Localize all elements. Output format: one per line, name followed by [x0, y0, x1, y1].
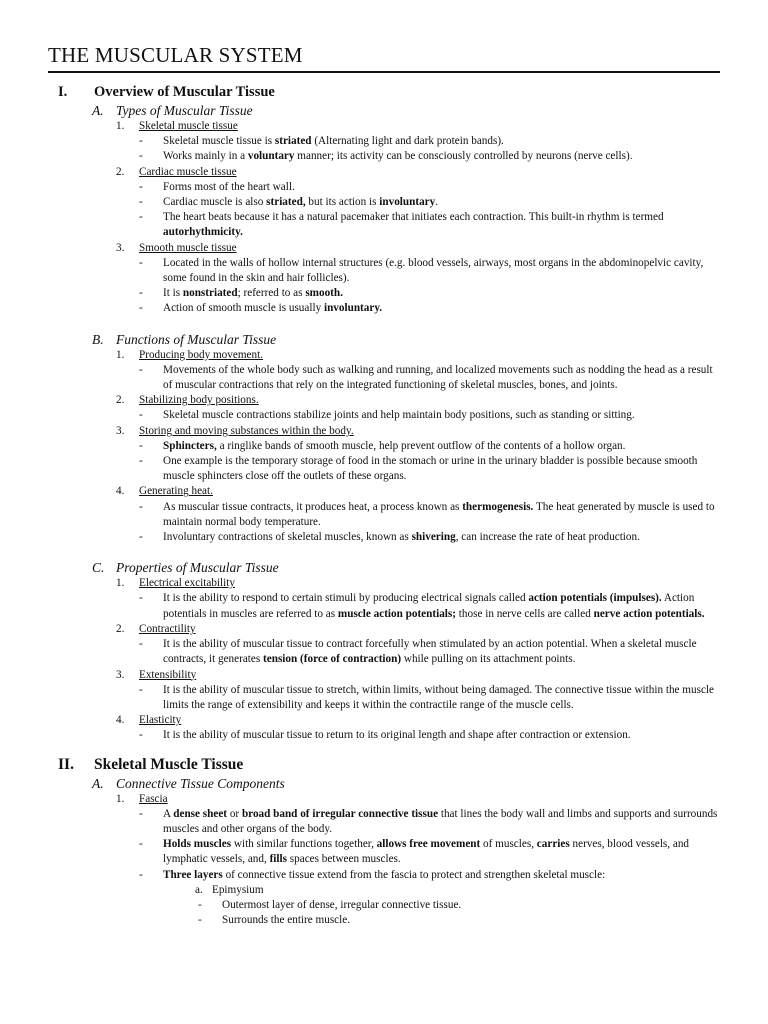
- sub-item-title: Epimysium: [212, 883, 264, 896]
- item-number: 3.: [116, 424, 125, 437]
- bullet-text: Holds muscles with similar functions together, allows free movement of muscles, carries nerves, blood vessels, and lymphatic vessels, and, fills spaces between muscles.: [163, 838, 690, 866]
- bullet-text: It is the ability of muscular tissue to return to its original length and shape after contraction or extension.: [163, 729, 631, 742]
- bullet-text: Works mainly in a voluntary manner; its activity can be consciously controlled by neurons (nerve cells).: [163, 150, 633, 163]
- item-title: Contractility: [139, 622, 196, 635]
- list-item: [48, 576, 720, 591]
- sub-bullet: [48, 913, 720, 928]
- subsection-title: Functions of Muscular Tissue: [116, 331, 277, 347]
- dash: -: [139, 868, 143, 881]
- bullet-text: Cardiac muscle is also striated, but its action is involuntary.: [163, 196, 439, 209]
- list-item: [48, 165, 720, 180]
- list-item: [48, 622, 720, 637]
- bullet: [48, 807, 720, 837]
- item-number: 1.: [116, 348, 125, 361]
- dash: -: [139, 150, 143, 163]
- bullet-text: It is the ability of muscular tissue to contract forcefully when stimulated by an action potential. When a skeletal muscle contracts, it generates tension (force of contraction) while pulling on its attachment points.: [163, 638, 697, 666]
- subsection-heading: [48, 776, 720, 792]
- dash: -: [139, 439, 143, 452]
- bullet-text: Three layers of connective tissue extend from the fascia to protect and strengthen skeletal muscle:: [163, 868, 606, 881]
- section-title: Skeletal Muscle Tissue: [94, 755, 244, 773]
- list-item: [48, 668, 720, 683]
- dash: -: [139, 180, 143, 193]
- bullet: [48, 728, 720, 743]
- bullet: [48, 180, 720, 195]
- item-number: 2.: [116, 622, 125, 635]
- dash: -: [139, 287, 143, 300]
- item-number: 3.: [116, 241, 125, 254]
- item-title: Generating heat.: [139, 485, 213, 498]
- bullet-text: Forms most of the heart wall.: [163, 180, 295, 193]
- item-number: 3.: [116, 668, 125, 681]
- item-number: 1.: [116, 120, 125, 132]
- sub-item-letter: a.: [195, 883, 203, 896]
- bullet: [48, 149, 720, 164]
- bullet: [48, 683, 720, 713]
- section-heading: [48, 756, 720, 774]
- bullet: [48, 134, 720, 149]
- section-number: II.: [58, 755, 74, 773]
- subsection-letter: A.: [92, 103, 104, 118]
- subsection-letter: C.: [92, 560, 105, 576]
- section-number: I.: [58, 84, 68, 100]
- bullet-text: Sphincters, a ringlike bands of smooth muscle, help prevent outflow of the contents of a hollow organ.: [163, 439, 626, 452]
- bullet-text: It is the ability to respond to certain stimuli by producing electrical signals called action potentials (impulses). Action potentials in muscles are referred to as muscle action potentials; those in nerve cells are called nerve action potentials.: [163, 592, 705, 620]
- bullet: [48, 439, 720, 454]
- bullet-text: Skeletal muscle contractions stabilize joints and help maintain body positions, such as standing or sitting.: [163, 409, 635, 422]
- bullet-text: A dense sheet or broad band of irregular connective tissue that lines the body wall and limbs and supports and surrounds muscles and other organs of the body.: [163, 807, 718, 835]
- bullet: [48, 454, 720, 484]
- bullet-text: Outermost layer of dense, irregular connective tissue.: [222, 898, 462, 911]
- section-title: Overview of Muscular Tissue: [94, 84, 275, 100]
- bullet-text: It is the ability of muscular tissue to stretch, within limits, without being damaged. The connective tissue within the muscle limits the range of extensibility and keeps it within the contractile range of the muscle cells.: [163, 683, 714, 711]
- bullet: [48, 256, 720, 286]
- bullet: [48, 210, 720, 240]
- subsection-title: Connective Tissue Components: [116, 775, 285, 791]
- item-title: Cardiac muscle tissue: [139, 165, 237, 178]
- sub-bullet: [48, 898, 720, 913]
- bullet: [48, 408, 720, 423]
- dash: -: [139, 256, 143, 269]
- bullet-text: Involuntary contractions of skeletal muscles, known as shivering, can increase the rate of heat production.: [163, 531, 640, 544]
- dash: -: [139, 409, 143, 422]
- item-title: Storing and moving substances within the body.: [139, 424, 354, 437]
- subsection-title: Properties of Muscular Tissue: [116, 560, 279, 576]
- item-number: 2.: [116, 165, 125, 178]
- item-title: Stabilizing body positions.: [139, 394, 259, 407]
- subsection-letter: B.: [92, 331, 104, 347]
- dash: -: [139, 531, 143, 544]
- dash: -: [139, 838, 143, 851]
- item-title: Producing body movement.: [139, 348, 263, 361]
- section-heading: [48, 83, 720, 101]
- bullet: [48, 301, 720, 316]
- dash: -: [198, 914, 202, 927]
- dash: -: [139, 363, 143, 376]
- bullet: [48, 500, 720, 530]
- dash: -: [139, 807, 143, 820]
- list-item: [48, 348, 720, 363]
- bullet-text: The heart beats because it has a natural pacemaker that initiates each contraction. This built-in rhythm is termed autorhythmicity.: [163, 211, 664, 239]
- item-title: Fascia: [139, 792, 168, 805]
- item-title: Electrical excitability: [139, 577, 235, 590]
- bullet-text: One example is the temporary storage of food in the stomach or urine in the urinary bladder is possible because smooth muscle sphincters close off the outlets of these organs.: [163, 455, 698, 483]
- dash: -: [139, 211, 143, 224]
- page-title: THE MUSCULAR SYSTEM: [48, 42, 720, 73]
- dash: -: [198, 898, 202, 911]
- bullet-text: Movements of the whole body such as walking and running, and localized movements such as nodding the head as a result of muscular contractions that rely on the integrated functioning of skeletal muscles, bones, and joints.: [163, 363, 713, 392]
- list-item: [48, 119, 720, 134]
- bullet: [48, 286, 720, 301]
- list-item: [48, 792, 720, 807]
- bullet-text: Located in the walls of hollow internal structures (e.g. blood vessels, airways, most organs in the abdominopelvic cavity, some found in the skin and hair follicles).: [163, 256, 704, 285]
- item-title: Skeletal muscle tissue: [139, 120, 238, 132]
- dash: -: [139, 592, 143, 605]
- item-number: 4.: [116, 485, 125, 498]
- bullet: [48, 530, 720, 545]
- bullet-text: As muscular tissue contracts, it produces heat, a process known as thermogenesis. The heat generated by muscle is used to maintain normal body temperature.: [163, 500, 715, 528]
- bullet: [48, 363, 720, 393]
- list-item: [48, 241, 720, 256]
- subsection-letter: A.: [92, 775, 104, 791]
- list-item: [48, 713, 720, 728]
- item-number: 1.: [116, 792, 125, 805]
- dash: -: [139, 196, 143, 209]
- subsection-heading: [48, 103, 720, 119]
- bullet-text: It is nonstriated; referred to as smooth.: [163, 287, 343, 300]
- bullet: [48, 591, 720, 621]
- item-number: 1.: [116, 577, 125, 590]
- bullet-text: Action of smooth muscle is usually involuntary.: [163, 302, 383, 315]
- item-title: Extensibility: [139, 668, 197, 681]
- bullet-text: Skeletal muscle tissue is striated (Alternating light and dark protein bands).: [163, 135, 504, 148]
- sub-list-item: [48, 883, 720, 898]
- item-title: Smooth muscle tissue: [139, 241, 237, 254]
- dash: -: [139, 302, 143, 315]
- list-item: [48, 393, 720, 408]
- dash: -: [139, 729, 143, 742]
- item-number: 4.: [116, 714, 125, 727]
- subsection-heading: [48, 332, 720, 348]
- dash: -: [139, 135, 143, 148]
- dash: -: [139, 683, 143, 696]
- bullet-text: Surrounds the entire muscle.: [222, 914, 351, 927]
- bullet: [48, 637, 720, 667]
- dash: -: [139, 500, 143, 513]
- item-title: Elasticity: [139, 714, 182, 727]
- bullet: [48, 868, 720, 883]
- subsection-title: Types of Muscular Tissue: [116, 103, 253, 118]
- list-item: [48, 484, 720, 499]
- dash: -: [139, 638, 143, 651]
- item-number: 2.: [116, 394, 125, 407]
- list-item: [48, 424, 720, 439]
- dash: -: [139, 455, 143, 468]
- bullet: [48, 195, 720, 210]
- subsection-heading: [48, 560, 720, 576]
- bullet: [48, 837, 720, 867]
